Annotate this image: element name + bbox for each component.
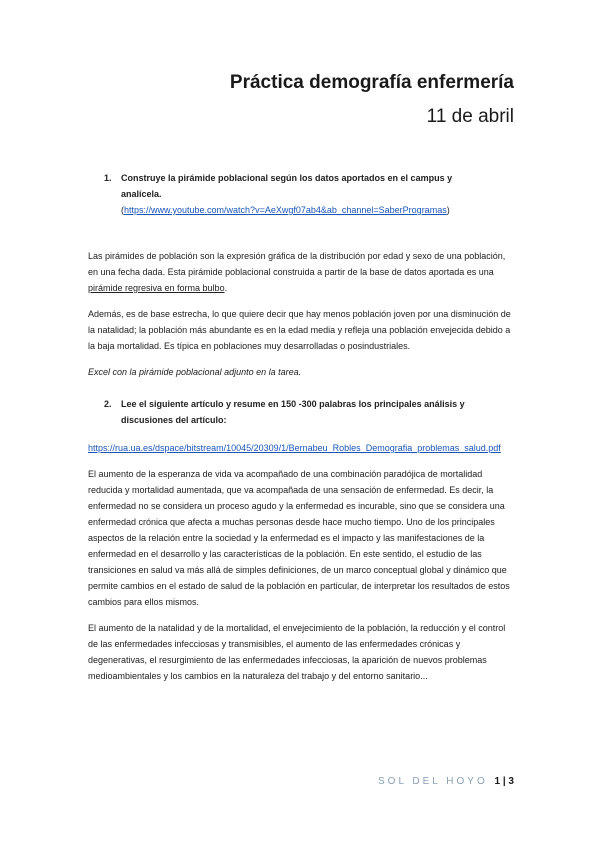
question-1-link-line [121, 202, 514, 218]
youtube-link[interactable]: https://www.youtube.com/watch?v=AeXwgf07ab4&ab_channel=SaberProgramas [124, 205, 447, 215]
question-2 [88, 396, 514, 428]
paragraph-piramide-text: Las pirámides de población son la expresión gráfica de la distribución por edad y sexo de una población, en una fecha dada. Esta pirámide poblacional construida a partir de la base de datos aportada es una [88, 251, 506, 277]
page-footer [378, 776, 514, 787]
paragraph-piramide-end: . [224, 283, 228, 293]
paragraph-natalidad-mortalidad: El aumento de la natalidad y de la mortalidad, el envejecimiento de la población, la reducción y el control de las enfermedades infecciosas y transmisibles, el aumento de las enfermedades crónicas y degenerativas, el resurgimiento de las enfermedades infecciosas, la aparición de nuevos problemas medioambientales y los cambios en la naturaleza del trabajo y del entorno sanitario... [88, 623, 506, 681]
paragraph-piramide [88, 248, 514, 296]
question-1-body [121, 170, 514, 218]
paragraph-base-estrecha: Además, es de base estrecha, lo que quiere decir que hay menos población joven por una disminución de la natalidad; la población más abundante es en la edad media y refleja una población envejecida debido a la baja mortalidad. Es típica en poblaciones muy desarrolladas o posindustriales. [88, 309, 511, 351]
question-2-text: Lee el siguiente artículo y resume en 150 -300 palabras los principales análisis y discusiones del artículo: [121, 399, 465, 425]
question-1-number: 1. [104, 173, 112, 183]
document-date: 11 de abril [426, 106, 514, 127]
footer-page-number: 1 | 3 [494, 776, 514, 787]
link-open-paren: ( [121, 205, 124, 215]
link-close-paren: ) [446, 205, 450, 215]
question-1 [88, 170, 514, 218]
article-link[interactable]: https://rua.ua.es/dspace/bitstream/10045/20309/1/Bernabeu_Robles_Demografia_problemas_salud.pdf [88, 443, 501, 453]
piramide-regresiva-underlined: pirámide regresiva en forma bulbo [88, 283, 225, 293]
document-body [88, 170, 514, 684]
footer-author: SOL DEL HOYO [378, 776, 488, 787]
question-2-number: 2. [104, 399, 112, 409]
document-title: Práctica demografía enfermería [229, 72, 514, 93]
question-1-text-line1: Construye la pirámide poblacional según los datos aportados en el campus y [121, 173, 453, 183]
paragraph-esperanza-vida: El aumento de la esperanza de vida va acompañado de una combinación paradójica de mortalidad reducida y mortalidad aumentada, que va acompañada de una sensación de enfermedad. Es decir, la enfermedad no se considera un proceso agudo y la enfermedad es incurable, sino que se considera una enfermedad crónica que afecta a muchas personas desde hace mucho tiempo. Uno de los principales aspectos de la relación entre la sociedad y la enfermedad es el impacto y las manifestaciones de la enfermedad en el desarrollo y las características de la población. En este sentido, el estudio de las transiciones en salud va más allá de simples definiciones, de un marco conceptual global y dinámico que permite cambios en el estado de salud de la población en particular, de interpretar los resultados de estos cambios para ellos mismos. [88, 469, 510, 607]
question-1-text-line2: analícela. [121, 189, 162, 199]
article-link-paragraph [88, 440, 514, 456]
paragraph-excel-note: Excel con la pirámide poblacional adjunto en la tarea. [88, 367, 302, 377]
